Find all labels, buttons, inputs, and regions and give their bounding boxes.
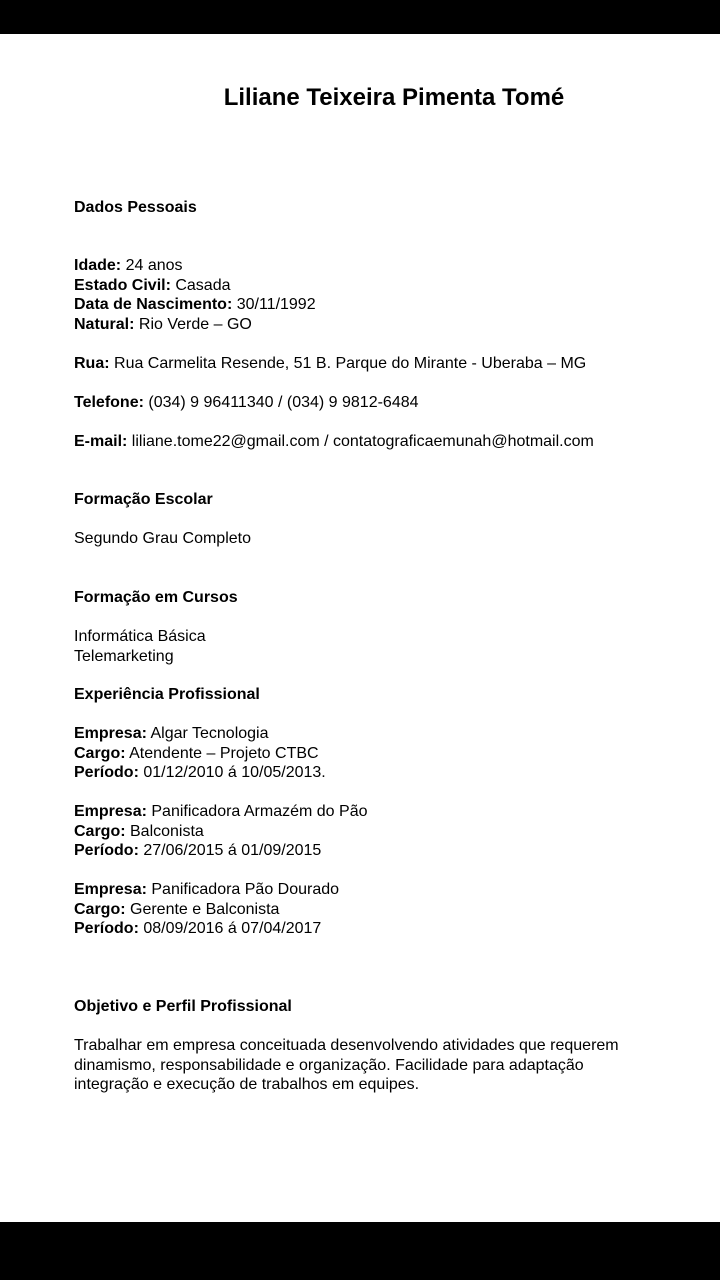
natural-label: Natural: [74,315,135,333]
role-label: Cargo: [74,900,126,918]
role-label: Cargo: [74,822,126,840]
birth-date-value: 30/11/1992 [232,296,316,313]
email-label: E-mail: [74,433,128,450]
phone-value: (034) 9 96411340 / (034) 9 9812-6484 [143,394,419,411]
period-label: Período: [74,764,139,781]
company-label: Empresa: [74,803,147,820]
experience-heading: Experiência Profissional [74,686,260,703]
age-value: 24 anos [121,257,183,274]
email-value: liliane.tome22@gmail.com / contatograficaemunah@hotmail.com [127,433,594,450]
course-item: Informática Básica [74,628,206,645]
street-label: Rua: [74,355,110,372]
period-label: Período: [74,842,139,859]
company-label: Empresa: [74,881,147,898]
age-label: Idade: [74,257,122,274]
education-value: Segundo Grau Completo [74,530,251,547]
personal-details [74,256,316,334]
objective-line: integração e execução de trabalhos em equipes. [74,1076,420,1093]
period-value: 08/09/2016 á 07/04/2017 [138,920,322,937]
course-item: Telemarketing [74,647,174,665]
street-line [74,354,586,374]
role-value: Balconista [125,822,204,840]
personal-heading: Dados Pessoais [74,199,197,216]
street-value: Rua Carmelita Resende, 51 B. Parque do Mirante - Uberaba – MG [109,355,587,372]
job-entry [74,802,367,861]
education-heading: Formação Escolar [74,491,213,508]
civil-status-label: Estado Civil: [74,276,171,294]
role-label: Cargo: [74,744,126,762]
role-value: Atendente – Projeto CTBC [125,744,319,762]
objective-line: dinamismo, responsabilidade e organização. Facilidade para adaptação [74,1056,584,1074]
phone-line [74,393,419,413]
period-label: Período: [74,920,139,937]
age-line [74,256,316,276]
resume-page [0,34,720,1222]
objective-heading: Objetivo e Perfil Profissional [74,998,292,1015]
job-entry [74,880,339,939]
courses-heading: Formação em Cursos [74,589,238,606]
company-value: Panificadora Pão Dourado [146,881,340,898]
role-value: Gerente e Balconista [125,900,280,918]
period-value: 27/06/2015 á 01/09/2015 [138,842,322,859]
company-value: Panificadora Armazém do Pão [146,803,368,820]
job-entry [74,724,326,783]
email-line [74,432,594,452]
natural-line [74,315,316,335]
civil-status-value: Casada [170,276,231,294]
company-value: Algar Tecnologia [146,725,269,742]
phone-label: Telefone: [74,394,144,411]
resume-title: Liliane Teixeira Pimenta Tomé [223,84,565,111]
courses-list [74,627,206,666]
objective-text [74,1036,619,1095]
period-value: 01/12/2010 á 10/05/2013. [138,764,326,781]
birth-date-label: Data de Nascimento: [74,296,233,313]
civil-status-line [74,276,316,296]
company-label: Empresa: [74,725,147,742]
natural-value: Rio Verde – GO [134,315,252,333]
objective-line: Trabalhar em empresa conceituada desenvolvendo atividades que requerem [74,1037,619,1054]
birth-date-line [74,295,316,315]
